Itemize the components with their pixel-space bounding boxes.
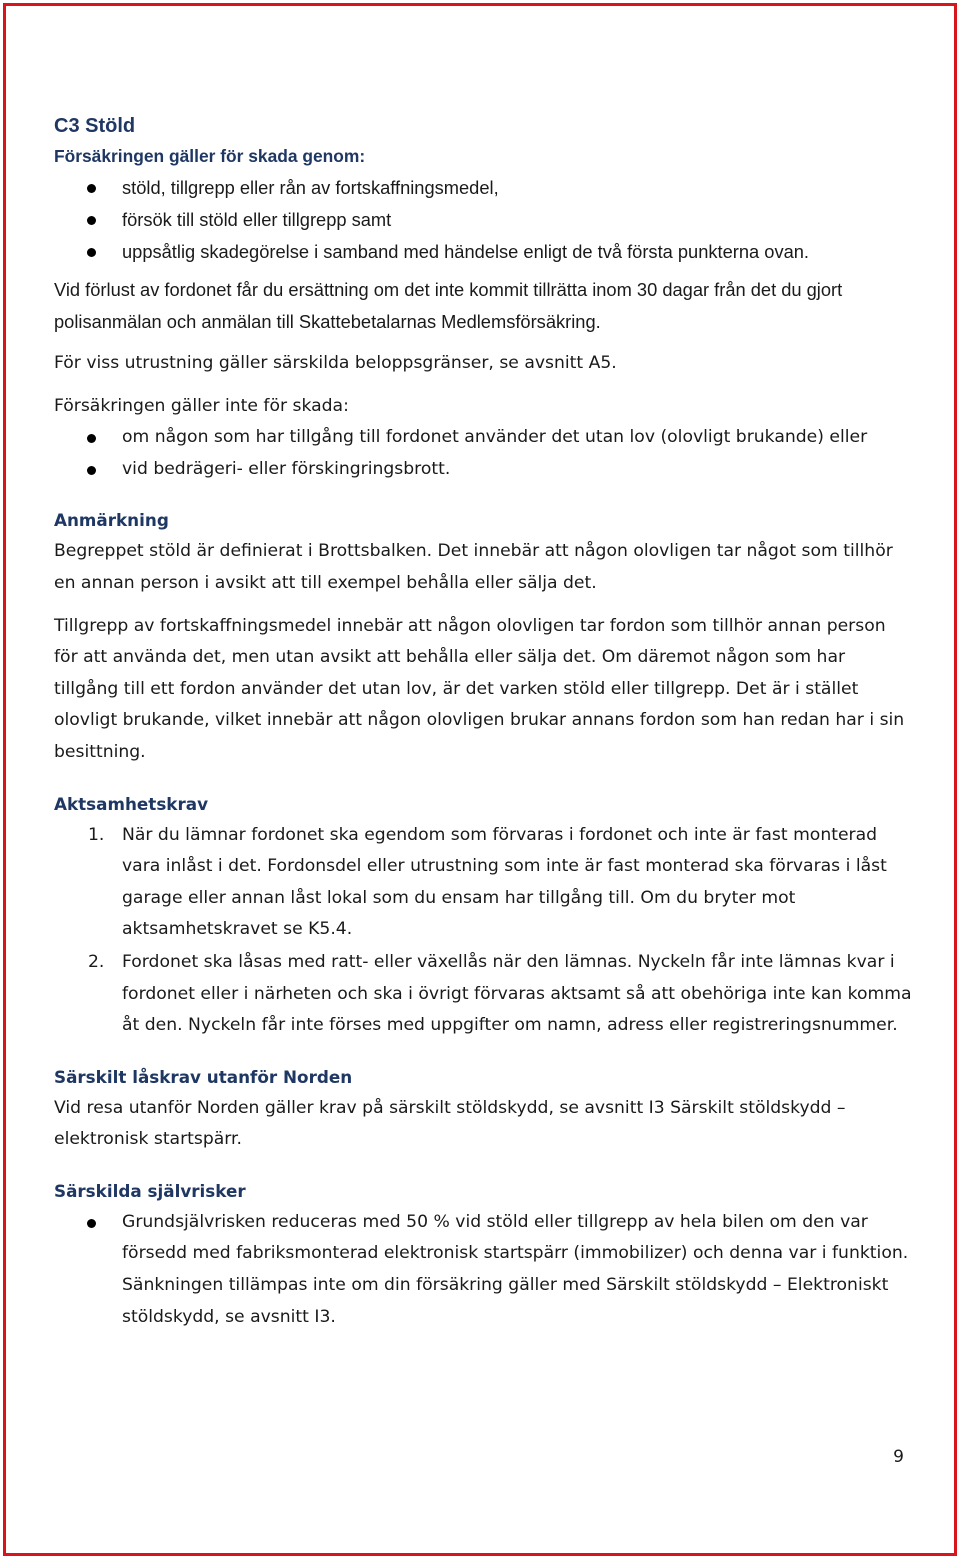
list-item: om någon som har tillgång till fordonet använder det utan lov (olovligt brukande) eller xyxy=(54,422,914,454)
deductibles-list xyxy=(54,1207,914,1333)
page-number: 9 xyxy=(893,1447,904,1467)
equipment-paragraph: För viss utrustning gäller särskilda beloppsgränser, se avsnitt A5. xyxy=(54,353,617,373)
list-item: vid bedrägeri- eller förskingringsbrott. xyxy=(54,454,914,486)
list-item: 2. Fordonet ska låsas med ratt- eller växellås när den lämnas. Nyckeln får inte lämnas kvar i fordonet eller i närheten och ska i övrigt förvaras aktsamt så att obehöriga inte kan komma åt den. Nyckeln får inte förses med uppgifter om namn, adress eller registreringsnummer. xyxy=(88,951,912,1036)
bullet-icon xyxy=(87,466,96,475)
deductibles-heading: Särskilda självrisker xyxy=(54,1180,246,1201)
section-title: C3 Stöld xyxy=(54,115,136,137)
care-list xyxy=(54,820,914,1042)
note-heading: Anmärkning xyxy=(54,510,169,531)
list-item: försök till stöld eller tillgrepp samt xyxy=(54,204,914,236)
coverage-heading: Försäkringen gäller för skada genom: xyxy=(54,146,366,166)
list-item: stöld, tillgrepp eller rån av fortskaffningsmedel, xyxy=(54,172,914,204)
note-paragraph-2: Tillgrepp av fortskaffningsmedel innebär att någon olovligen tar fordon som tillhör annan person för att använda det, men utan avsikt att behålla eller sälja det. Om däremot någon som har tillgång till ett fordon använder det utan lov, är det varken stöld eller tillgrepp. Det är i stället olovligt brukande, vilket innebär att någon olovligen brukar annans fordon som han redan har i sin besittning. xyxy=(54,615,905,762)
lock-paragraph: Vid resa utanför Norden gäller krav på särskilt stöldskydd, se avsnitt I3 Särskilt stöldskydd – elektronisk startspärr. xyxy=(54,1097,846,1150)
list-item: uppsåtlig skadegörelse i samband med händelse enligt de två första punkterna ovan. xyxy=(54,236,914,268)
care-heading: Aktsamhetskrav xyxy=(54,793,209,814)
exclusion-list xyxy=(54,422,914,485)
bullet-icon xyxy=(87,434,96,443)
bullet-icon xyxy=(87,248,96,257)
note-paragraph-1: Begreppet stöld är definierat i Brottsbalken. Det innebär att någon olovligen tar något som tillhör en annan person i avsikt att till exempel behålla eller sälja det. xyxy=(54,541,893,593)
list-item: 1. När du lämnar fordonet ska egendom som förvaras i fordonet och inte är fast monterad vara inlåst i det. Fordonsdel eller utrustning som inte är fast monterad ska förvaras i låst garage eller annan låst lokal som du ensam har tillgång till. Om du bryter mot aktsamhetskravet se K5.4. xyxy=(88,824,887,940)
lock-heading: Särskilt låskrav utanför Norden xyxy=(54,1066,353,1087)
list-item: Grundsjälvrisken reduceras med 50 % vid stöld eller tillgrepp av hela bilen om den var försedd med fabriksmonterad elektronisk startspärr (immobilizer) och denna var i funktion. Sänkningen tillämpas inte om din försäkring gäller med Särskilt stöldskydd – Elektroniskt stöldskydd, se avsnitt I3. xyxy=(54,1207,914,1333)
exclusion-heading: Försäkringen gäller inte för skada: xyxy=(54,395,349,416)
loss-paragraph: Vid förlust av fordonet får du ersättning om det inte kommit tillrätta inom 30 dagar från det du gjort polisanmälan och anmälan till Skattebetalarnas Medlemsförsäkring. xyxy=(54,279,843,332)
bullet-icon xyxy=(87,1219,96,1228)
bullet-icon xyxy=(87,184,96,193)
coverage-list xyxy=(54,172,914,268)
document-body xyxy=(54,112,914,1333)
bullet-icon xyxy=(87,216,96,225)
